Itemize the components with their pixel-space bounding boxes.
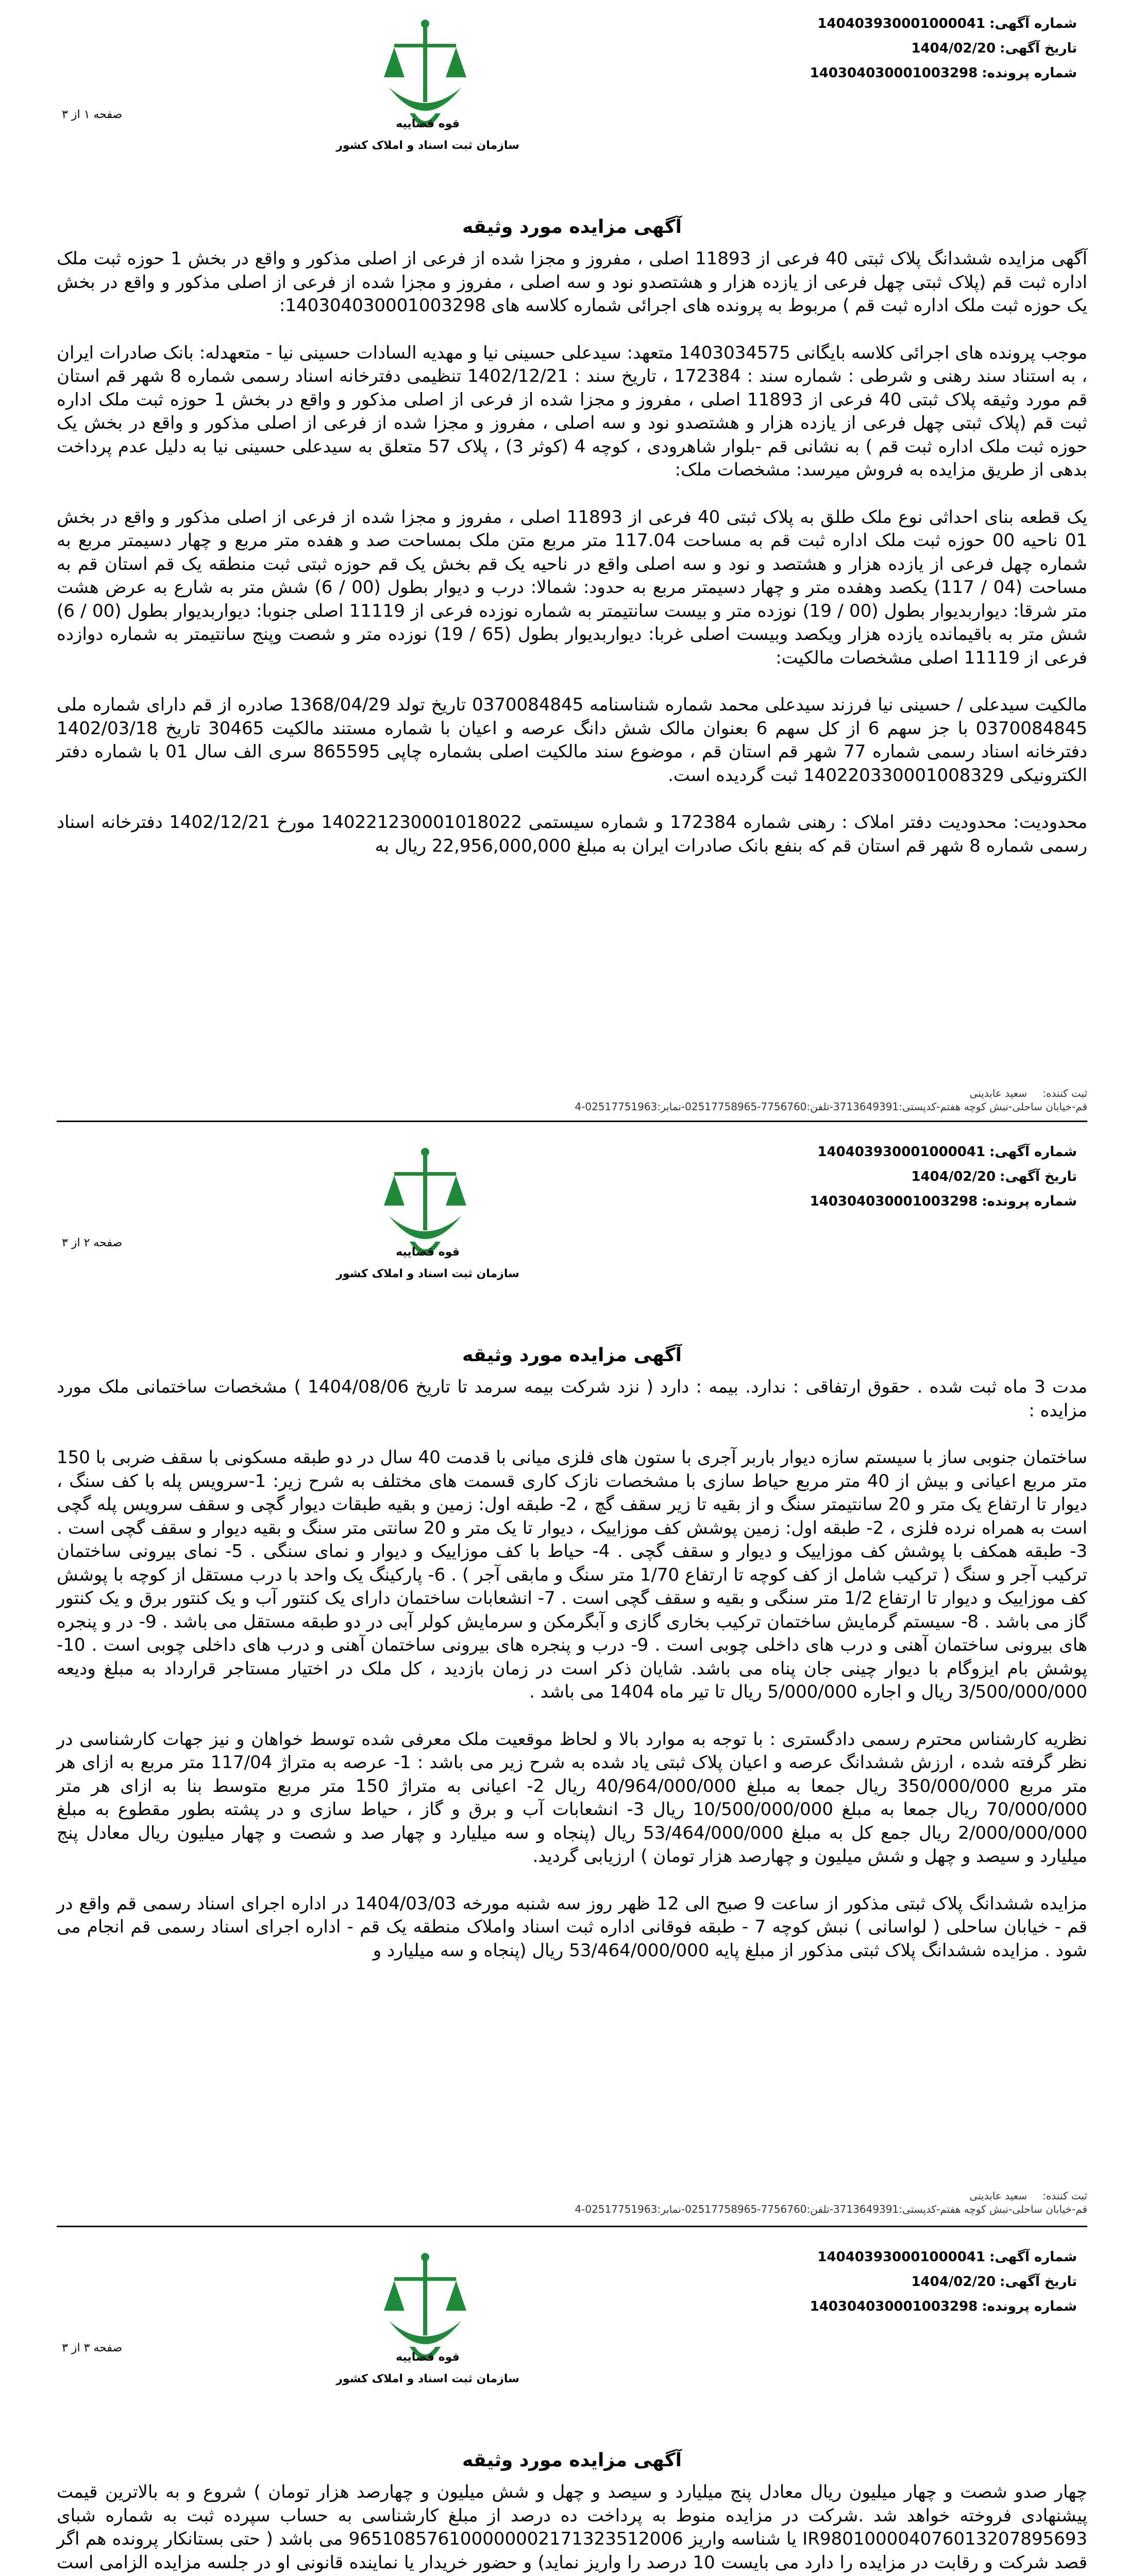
page-number: صفحه ۱ از ۳ — [62, 108, 123, 121]
page-1 — [0, 0, 1144, 1113]
notice-date: 1404/02/20 — [911, 1169, 996, 1184]
notice-no: 140403930001000041 — [817, 2249, 985, 2265]
page-footer — [57, 2190, 1087, 2217]
office-address: قم-خیابان ساحلی-نبش کوچه هفتم-کدپستی:3713649391-تلفن:7756760-02517758965-نمابر:02517751963-4 — [575, 1100, 1087, 1113]
recorder-label: ثبت کننده: — [1042, 1087, 1087, 1099]
notice-no-label: شماره آگهی: — [989, 1144, 1077, 1160]
file-no-label: شماره پرونده: — [982, 1194, 1077, 1209]
file-no-label: شماره پرونده: — [982, 2299, 1077, 2314]
notice-body — [57, 247, 1087, 882]
paragraph: آگهی مزایده ششدانگ پلاک ثبتی 40 فرعی از 11893 اصلی ، مفروز و مجزا شده از فرعی از اصلی مذکور و واقع در بخش 1 حوزه ثبت ملک اداره ثبت قم (پلاک ثبتی چهل فرعی از یازده هزار و هشتصدو نود و سه اصلی ، مفروز و مجزا شده از فرعی از اصلی مذکور و واقع در بخش یک حوزه ثبت ملک اداره ثبت قم ) مربوط به پرونده های اجرائی شماره کلاسه های 140304030001003298: — [57, 248, 1087, 316]
notice-no: 140403930001000041 — [817, 1144, 985, 1160]
paragraph: مالکیت سیدعلی / حسینی نیا فرزند سیدعلی محمد شماره شناسنامه 0370084845 تاریخ تولد 1368/04/29 صادره از قم دارای شماره ملی 0370084845 با جز سهم 6 از کل سهم 6 بعنوان مالک شش دانگ عرصه و اعیان با شماره مستند مالکیت 30465 تاریخ 1402/03/18 دفترخانه اسناد رسمی شماره 77 شهر قم استان قم ، موضوع سند مالکیت اصلی بشماره چاپی 865595 سری الف سال 01 با شماره دفتر الکترونیکی 140220330001008329 ثبت گردیده است. — [57, 694, 1088, 786]
notice-no: 140403930001000041 — [817, 16, 985, 31]
notice-meta — [806, 11, 1077, 86]
page-3 — [0, 2233, 1144, 2576]
notice-date-label: تاریخ آگهی: — [1000, 1169, 1077, 1184]
file-no: 140304030001003298 — [810, 1194, 978, 1209]
notice-no-label: شماره آگهی: — [989, 16, 1077, 31]
notice-meta — [806, 2245, 1077, 2319]
page-header — [0, 2233, 1144, 2450]
notice-title: آگهی مزایده مورد وثیقه — [462, 1345, 682, 1366]
recorder-name: سعید عابدینی — [969, 2190, 1028, 2202]
notice-date: 1404/02/20 — [911, 41, 996, 56]
recorder-label: ثبت کننده: — [1042, 2190, 1087, 2202]
office-address: قم-خیابان ساحلی-نبش کوچه هفتم-کدپستی:3713649391-تلفن:7756760-02517758965-نمابر:02517751963-4 — [575, 2203, 1087, 2215]
page-number: صفحه ۲ از ۳ — [62, 1236, 123, 1249]
notice-body — [57, 1376, 1087, 1986]
paragraph: مدت 3 ماه ثبت شده . حقوق ارتفاقی : ندارد. بیمه : دارد ( نزد شرکت بیمه سرمد تا تاریخ 1404/08/06 ) مشخصات ساختمانی ملک مورد مزایده : — [57, 1377, 1088, 1421]
emblem-script: قوه قضاییه — [396, 2351, 460, 2364]
notice-title: آگهی مزایده مورد وثیقه — [462, 2450, 682, 2471]
paragraph: محدودیت: محدودیت دفتر املاک : رهنی شماره 172384 و شماره سیستمی 140221230001018022 مورخ 1402/12/21 دفترخانه اسناد رسمی شماره 8 شهر قم استان قم که بنفع بانک صادرات ایران به مبلغ 22,956,000,000 ریال به — [57, 812, 1087, 856]
emblem-caption: سازمان ثبت اسناد و املاک کشور — [336, 1267, 519, 1280]
emblem-script: قوه قضاییه — [396, 117, 460, 130]
page-2 — [0, 1128, 1144, 2221]
notice-no-label: شماره آگهی: — [989, 2249, 1077, 2265]
paragraph: چهار صدو شصت و چهار میلیون ریال معادل پنج میلیارد و سیصد و چهل و شش میلیون و چهارصد هزار تومان ) شروع و به بالاترین قیمت پیشنهادی فروخته خواهد شد .شرکت در مزایده منوط به پرداخت ده درصد از مبلغ کارشناسی به حساب سپرده ثبت به شماره شبای IR980100004076013207895693 یا شناسه واریز 965108576100000002171323512006 می باشد ( حتی بستانکار پرونده هم اگر قصد شرکت و رقابت در مزایده را دارد می بایست 10 درصد را واریز نماید) و حضور خریدار یا نماینده قانونی او در جلسه مزایده الزامی است — [57, 2482, 1087, 2573]
page-divider — [57, 1121, 1087, 1122]
file-no: 140304030001003298 — [810, 65, 978, 81]
emblem-caption: سازمان ثبت اسناد و املاک کشور — [336, 139, 519, 152]
recorder-name: سعید عابدینی — [969, 1087, 1028, 1099]
notice-date: 1404/02/20 — [911, 2274, 996, 2290]
paragraph: مزایده ششدانگ پلاک ثبتی مذکور از ساعت 9 صبح الی 12 ظهر روز سه شنبه مورخه 1404/03/03 در اداره اجرای اسناد رسمی قم واقع در قم - خیابان ساحلی ( لواسانی ) نبش کوچه 7 - طبقه فوقانی اداره ثبت اسناد واملاک منطقه یک قم - اداره اجرای اسناد رسمی قم انجام می شود . مزایده ششدانگ پلاک ثبتی مذکور از مبلغ پایه 53/464/000/000 ریال (پنجاه و سه میلیارد و — [57, 1893, 1088, 1961]
page-header — [0, 0, 1144, 216]
file-no: 140304030001003298 — [810, 2299, 978, 2314]
paragraph: نظریه کارشناس محترم رسمی دادگستری : با توجه به موارد بالا و لحاظ موقعیت ملک معرفی شده توسط خواهان و نیز جهات کارشناسی در نظر گرفته شده ، ارزش ششدانگ عرصه و اعیان پلاک ثبتی یاد شده به شرح زیر می باشد : 1- عرصه به متراژ 117/04 متر مربع به ازای هر متر مربع 350/000/000 ریال جمعا به مبلغ 40/964/000/000 ریال 2- اعیانی به متراژ 150 متر مربع متوسط بنا به ازای هر متر 70/000/000 ریال جمعا به مبلغ 10/500/000/000 ریال 3- انشعابات آب و برق و گاز ، حیاط سازی و در پشته بطور مقطوع به مبلغ 2/000/000/000 ریال جمع کل به مبلغ 53/464/000/000 ریال (پنجاه و سه میلیارد و چهار صد و شصت و چهار میلیون ریال معادل پنج میلیارد و سیصد و چهل و شش میلیون و چهارصد هزار تومان ) ارزیابی گردید. — [57, 1728, 1088, 1867]
paragraph: ساختمان جنوبی ساز با سیستم سازه دیوار باربر آجری با ستون های فلزی میانی با قدمت 40 سال در دو طبقه مسکونی با سقف ضربی با 150 متر مربع اعیانی و بیش از 40 متر مربع حیاط سازی با مشخصات نازک کاری قسمت های مختلف به شرح زیر: 1-سرویس پله با کف سنگ ، دیوار تا ارتفاع یک متر و 20 سانتیمتر سنگ و از بقیه تا زیر سقف گچ ، 2- طبقه اول: زمین و بقیه طبقات دیوار گچی و سقف سرویس پله گچی است به همراه نرده فلزی ، 2- طبقه اول: زمین پوشش کف موزاییک ، دیوار تا یک متر و 20 سانتی متر سنگ و بقیه دیوار و سقف گچی است . 3- طبقه همکف با پوشش کف موزاییک و دیوار و سقف گچی . 4- حیاط با کف موزاییک و دیوار و نمای سنگی . 5- نمای بیرونی ساختمان ترکیب آجر و سنگ ( ترکیب شامل از کف کوچه تا ارتفاع 1/70 متر سنگ و مابقی آجر ) . 6- پارکینگ یک واحد با درب مستقل از کوچه با پوشش کف موزاییک و دیوار تا ارتفاع 1/2 متر سنگی و بقیه و سقف گچی است . 7- انشعابات ساختمان دارای یک کنتور آب و یک کنتور برق و یک کنتور گاز می باشد . 8- سیستم گرمایش ساختمان ترکیب بخاری گازی و آبگرمکن و سرمایش کولر آبی در دو طبقه مستقل می باشد . 9- در و پنجره های بیرونی ساختمان آهنی و درب های داخلی چوبی است . 9- درب و پنجره های بیرونی ساختمان آهنی و درب های داخلی چوبی است . 10-پوشش بام ایزوگام با دیوار چینی جان پناه می باشد. شایان ذکر است در زمان بازدید ، کل ملک در اختیار مستاجر قرارداد به مبلغ ودیعه 3/500/000/000 ریال و اجاره 5/000/000 ریال تا تیر ماه 1404 می باشد . — [57, 1447, 1088, 1702]
paragraph: یک قطعه بنای احداثی نوع ملک طلق به پلاک ثبتی 40 فرعی از 11893 اصلی ، مفروز و مجزا شده از فرعی از اصلی مذکور و واقع در بخش 01 ناحیه 00 حوزه ثبت ملک اداره ثبت قم به مساحت 117.04 متر مربع متن ملک بمساحت صد و هفده متر مربع و چهار دسیمتر مربع به شماره چهل فرعی از یازده هزار و هشتصد و نود و سه اصلی واقع در ناحیه یک قم بخش یک قم حوزه ثبتی ثبت منطقه یک قم استان قم به مساحت (04 / 117) یکصد وهفده متر و چهار دسیمتر مربع به حدود: شمالا: درب و دیوار بطول (00 / 6) شش متر به شارع به عرض هشت متر شرقا: دیواربدیوار بطول (00 / 19) نوزده متر و بیست سانتیمتر به شماره نوزده فرعی از 11119 اصلی جنوبا: دیواربدیوار بطول (00 / 6) شش متر به باقیمانده یازده هزار ویکصد وبیست اصلی غربا: دیواربدیوار بطول (65 / 19) نوزده متر و شصت وپنج سانتیمتر به شماره دوازده فرعی از 11119 اصلی مشخصات مالکیت: — [57, 506, 1088, 668]
notice-title: آگهی مزایده مورد وثیقه — [462, 216, 682, 238]
notice-body — [57, 2481, 1087, 2576]
notice-meta — [806, 1140, 1077, 1214]
page-footer — [57, 1087, 1087, 1115]
page-header — [0, 1128, 1144, 1345]
paragraph: موجب پرونده های اجرائی کلاسه بایگانی 1403034575 متعهد: سیدعلی حسینی نیا و مهدیه السادات حسینی نیا - متعهدله: بانک صادرات ایران ، به استناد سند رهنی و شرطی : شماره سند : 172384 ، تاریخ سند : 1402/12/21 تنظیمی دفترخانه اسناد رسمی شماره 8 شهر قم استان قم مورد وثیقه پلاک ثبتی 40 فرعی از 11893 اصلی ، مفروز و مجزا شده از فرعی از اصلی مذکور و واقع در بخش 1 حوزه ثبت ملک اداره ثبت قم (پلاک ثبتی چهل فرعی از یازده هزار و هشتصدو نود و سه اصلی ، مفروز و مجزا شده از فرعی از اصلی مذکور و واقع در بخش یک حوزه ثبت ملک اداره ثبت قم ) به نشانی قم -بلوار شاهرودی ، کوچه 4 (کوثر 3) ، پلاک 57 متعلق به سیدعلی حسینی نیا به دلیل عدم پرداخت بدهی از طریق مزایده به فروش میرسد: مشخصات ملک: — [57, 342, 1088, 480]
page-divider — [57, 2226, 1087, 2227]
emblem-caption: سازمان ثبت اسناد و املاک کشور — [336, 2372, 519, 2385]
page-number: صفحه ۳ از ۳ — [62, 2342, 123, 2354]
emblem-script: قوه قضاییه — [396, 1246, 460, 1259]
notice-date-label: تاریخ آگهی: — [1000, 2274, 1077, 2290]
file-no-label: شماره پرونده: — [982, 65, 1077, 81]
notice-date-label: تاریخ آگهی: — [1000, 41, 1077, 56]
